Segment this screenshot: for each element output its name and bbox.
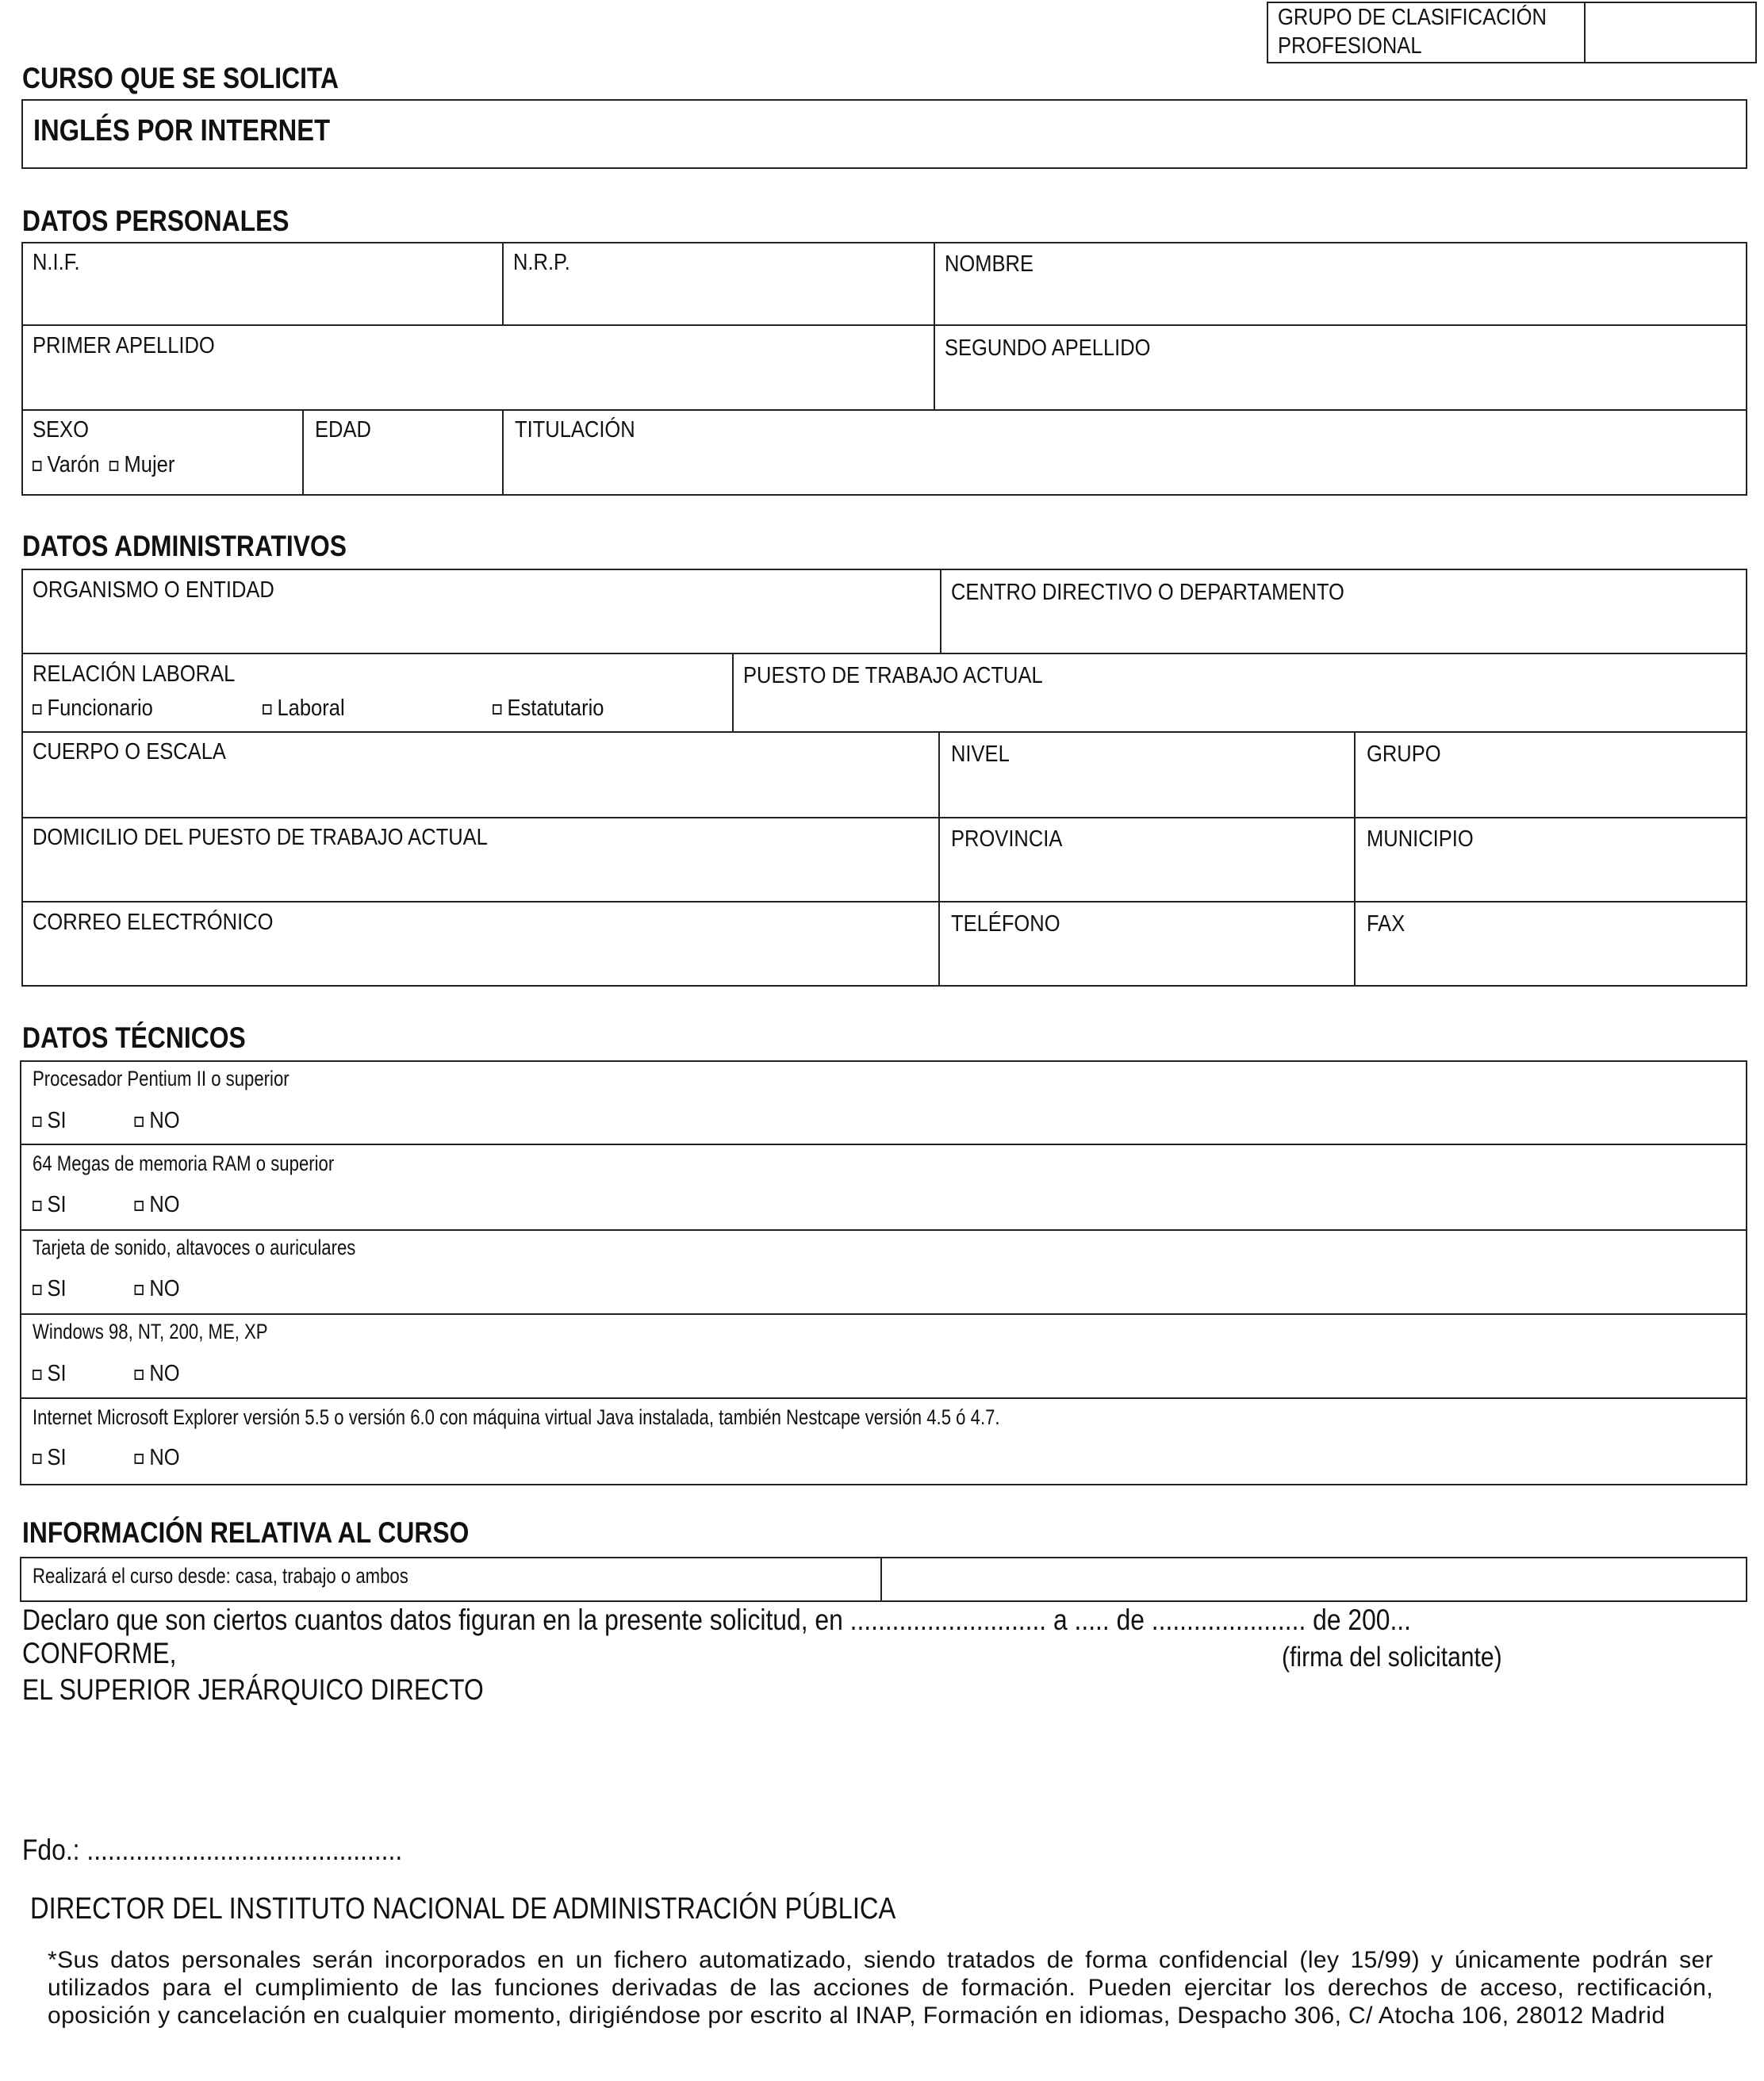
centro-label: CENTRO DIRECTIVO O DEPARTAMENTO bbox=[951, 580, 1344, 605]
informacion-curso-heading: INFORMACIÓN RELATIVA AL CURSO bbox=[22, 1516, 470, 1549]
da-col-line-puesto bbox=[732, 653, 734, 733]
no-label: NO bbox=[149, 1276, 180, 1301]
dt-row-line-2 bbox=[20, 1229, 1747, 1231]
telefono-label: TELÉFONO bbox=[951, 911, 1060, 937]
fdo-text: Fdo.: ............................................. bbox=[22, 1834, 403, 1866]
tecnico-item-1-no-checkbox[interactable] bbox=[135, 1117, 144, 1127]
estatutario-label: Estatutario bbox=[507, 696, 604, 721]
datos-administrativos-heading: DATOS ADMINISTRATIVOS bbox=[22, 530, 347, 562]
tecnico-item-2-label: 64 Megas de memoria RAM o superior bbox=[33, 1152, 335, 1175]
dp-row-line-2 bbox=[21, 409, 1747, 411]
da-row-line-1 bbox=[21, 653, 1747, 654]
dt-row-line-1 bbox=[20, 1144, 1747, 1145]
nif-label: N.I.F. bbox=[33, 250, 80, 275]
curso-value: INGLÉS POR INTERNET bbox=[33, 114, 331, 148]
tecnico-item-4-options bbox=[33, 1361, 180, 1387]
datos-personales-heading: DATOS PERSONALES bbox=[22, 205, 290, 237]
grupo-label: GRUPO bbox=[1367, 742, 1441, 767]
tecnico-item-1-si-checkbox[interactable] bbox=[33, 1117, 41, 1127]
funcionario-option bbox=[33, 696, 153, 722]
tecnico-item-5-no-checkbox[interactable] bbox=[135, 1454, 144, 1464]
da-row-line-2 bbox=[21, 731, 1747, 733]
correo-label: CORREO ELECTRÓNICO bbox=[33, 910, 274, 935]
da-row-line-4 bbox=[21, 901, 1747, 903]
grupo-clasificacion-label-2: PROFESIONAL bbox=[1278, 33, 1422, 59]
superior-jerarquico-text: EL SUPERIOR JERÁRQUICO DIRECTO bbox=[22, 1673, 484, 1706]
conforme-text: CONFORME, bbox=[22, 1637, 177, 1669]
domicilio-label: DOMICILIO DEL PUESTO DE TRABAJO ACTUAL bbox=[33, 825, 488, 850]
varon-checkbox[interactable] bbox=[33, 461, 41, 471]
puesto-label: PUESTO DE TRABAJO ACTUAL bbox=[743, 663, 1043, 688]
datos-personales-table bbox=[21, 242, 1747, 496]
no-label: NO bbox=[149, 1108, 180, 1133]
tecnico-item-2-options bbox=[33, 1192, 180, 1218]
fax-label: FAX bbox=[1367, 911, 1405, 937]
datos-tecnicos-heading: DATOS TÉCNICOS bbox=[22, 1021, 246, 1054]
titulacion-label: TITULACIÓN bbox=[515, 417, 635, 443]
privacy-note: *Sus datos personales serán incorporados en un fichero automatizado, siendo tratados de forma confidencial (ley 15/99) y únicamente podrán ser utilizados para el cumplimiento de las funciones derivadas de las acciones de formación. Pueden ejercitar los derechos de acceso, rectificación, oposición y cancelación en cualquier momento, dirigiéndose por escrito al INAP, Formación en idiomas, Despacho 306, C/ Atocha 106, 28012 Madrid bbox=[48, 1947, 1713, 2029]
nrp-label: N.R.P. bbox=[513, 250, 570, 275]
firma-solicitante-text: (firma del solicitante) bbox=[1282, 1642, 1502, 1673]
da-col-line-centro bbox=[940, 569, 941, 654]
curso-desde-label: Realizará el curso desde: casa, trabajo o ambos bbox=[33, 1564, 408, 1588]
dp-row-line-1 bbox=[21, 324, 1747, 326]
provincia-label: PROVINCIA bbox=[951, 826, 1063, 852]
grupo-clasificacion-label-1: GRUPO DE CLASIFICACIÓN bbox=[1278, 5, 1547, 30]
tecnico-item-3-label: Tarjeta de sonido, altavoces o auriculares bbox=[33, 1236, 356, 1259]
estatutario-option bbox=[493, 696, 604, 722]
municipio-label: MUNICIPIO bbox=[1367, 826, 1474, 852]
datos-administrativos-table bbox=[21, 569, 1747, 987]
no-label: NO bbox=[149, 1361, 180, 1386]
no-label: NO bbox=[149, 1192, 180, 1217]
curso-heading: CURSO QUE SE SOLICITA bbox=[22, 62, 339, 94]
cuerpo-label: CUERPO O ESCALA bbox=[33, 739, 226, 765]
tecnico-item-5-si-checkbox[interactable] bbox=[33, 1454, 41, 1464]
tecnico-item-1-options bbox=[33, 1108, 180, 1134]
laboral-checkbox[interactable] bbox=[263, 704, 271, 715]
si-label: SI bbox=[47, 1192, 67, 1217]
tecnico-item-2-no-checkbox[interactable] bbox=[135, 1201, 144, 1211]
ic-col-line bbox=[880, 1557, 882, 1602]
grupo-clasificacion-divider bbox=[1584, 2, 1586, 63]
mujer-label: Mujer bbox=[124, 452, 175, 477]
da-col-line-grupo bbox=[1354, 731, 1356, 987]
tecnico-item-4-label: Windows 98, NT, 200, ME, XP bbox=[33, 1320, 268, 1343]
tecnico-item-3-si-checkbox[interactable] bbox=[33, 1285, 41, 1295]
dp-col-line-nombre bbox=[934, 242, 935, 411]
organismo-label: ORGANISMO O ENTIDAD bbox=[33, 577, 274, 603]
si-label: SI bbox=[47, 1361, 67, 1386]
tecnico-item-3-options bbox=[33, 1276, 180, 1302]
dt-row-line-4 bbox=[20, 1397, 1747, 1399]
tecnico-item-4-si-checkbox[interactable] bbox=[33, 1370, 41, 1380]
sexo-label: SEXO bbox=[33, 417, 89, 443]
tecnico-item-1-label: Procesador Pentium II o superior bbox=[33, 1067, 290, 1090]
dp-col-line-edad bbox=[302, 409, 304, 496]
laboral-option bbox=[263, 696, 345, 722]
si-label: SI bbox=[47, 1108, 67, 1133]
no-label: NO bbox=[149, 1445, 180, 1470]
tecnico-item-5-label: Internet Microsoft Explorer versión 5.5 o versión 6.0 con máquina virtual Java instalada, también Nestcape versión 4.5 ó 4.7. bbox=[33, 1405, 1000, 1429]
si-label: SI bbox=[47, 1276, 67, 1301]
si-label: SI bbox=[47, 1445, 67, 1470]
da-col-line-nivel bbox=[938, 731, 940, 987]
declaracion-text: Declaro que son ciertos cuantos datos figuran en la presente solicitud, en ............................ a ..... de ...................... de 200... bbox=[22, 1604, 1411, 1636]
tecnico-item-3-no-checkbox[interactable] bbox=[135, 1285, 144, 1295]
nombre-label: NOMBRE bbox=[945, 251, 1034, 277]
funcionario-label: Funcionario bbox=[47, 696, 153, 721]
edad-label: EDAD bbox=[315, 417, 371, 443]
relacion-label: RELACIÓN LABORAL bbox=[33, 661, 236, 687]
dt-row-line-3 bbox=[20, 1313, 1747, 1315]
sexo-options bbox=[33, 452, 174, 478]
nivel-label: NIVEL bbox=[951, 742, 1010, 767]
tecnico-item-5-options bbox=[33, 1445, 180, 1471]
dp-col-line-nrp bbox=[502, 242, 504, 326]
tecnico-item-2-si-checkbox[interactable] bbox=[33, 1201, 41, 1211]
laboral-label: Laboral bbox=[277, 696, 345, 721]
da-row-line-3 bbox=[21, 817, 1747, 818]
segundo-apellido-label: SEGUNDO APELLIDO bbox=[945, 335, 1151, 361]
mujer-checkbox[interactable] bbox=[109, 461, 118, 471]
primer-apellido-label: PRIMER APELLIDO bbox=[33, 333, 215, 358]
curso-desde-field[interactable] bbox=[884, 1559, 1745, 1600]
grupo-clasificacion-field[interactable] bbox=[1586, 3, 1754, 62]
director-text: DIRECTOR DEL INSTITUTO NACIONAL DE ADMINISTRACIÓN PÚBLICA bbox=[30, 1892, 896, 1926]
varon-label: Varón bbox=[47, 452, 100, 477]
funcionario-checkbox[interactable] bbox=[33, 704, 41, 715]
estatutario-checkbox[interactable] bbox=[493, 704, 501, 715]
dp-col-line-titulacion bbox=[502, 409, 504, 496]
tecnico-item-4-no-checkbox[interactable] bbox=[135, 1370, 144, 1380]
